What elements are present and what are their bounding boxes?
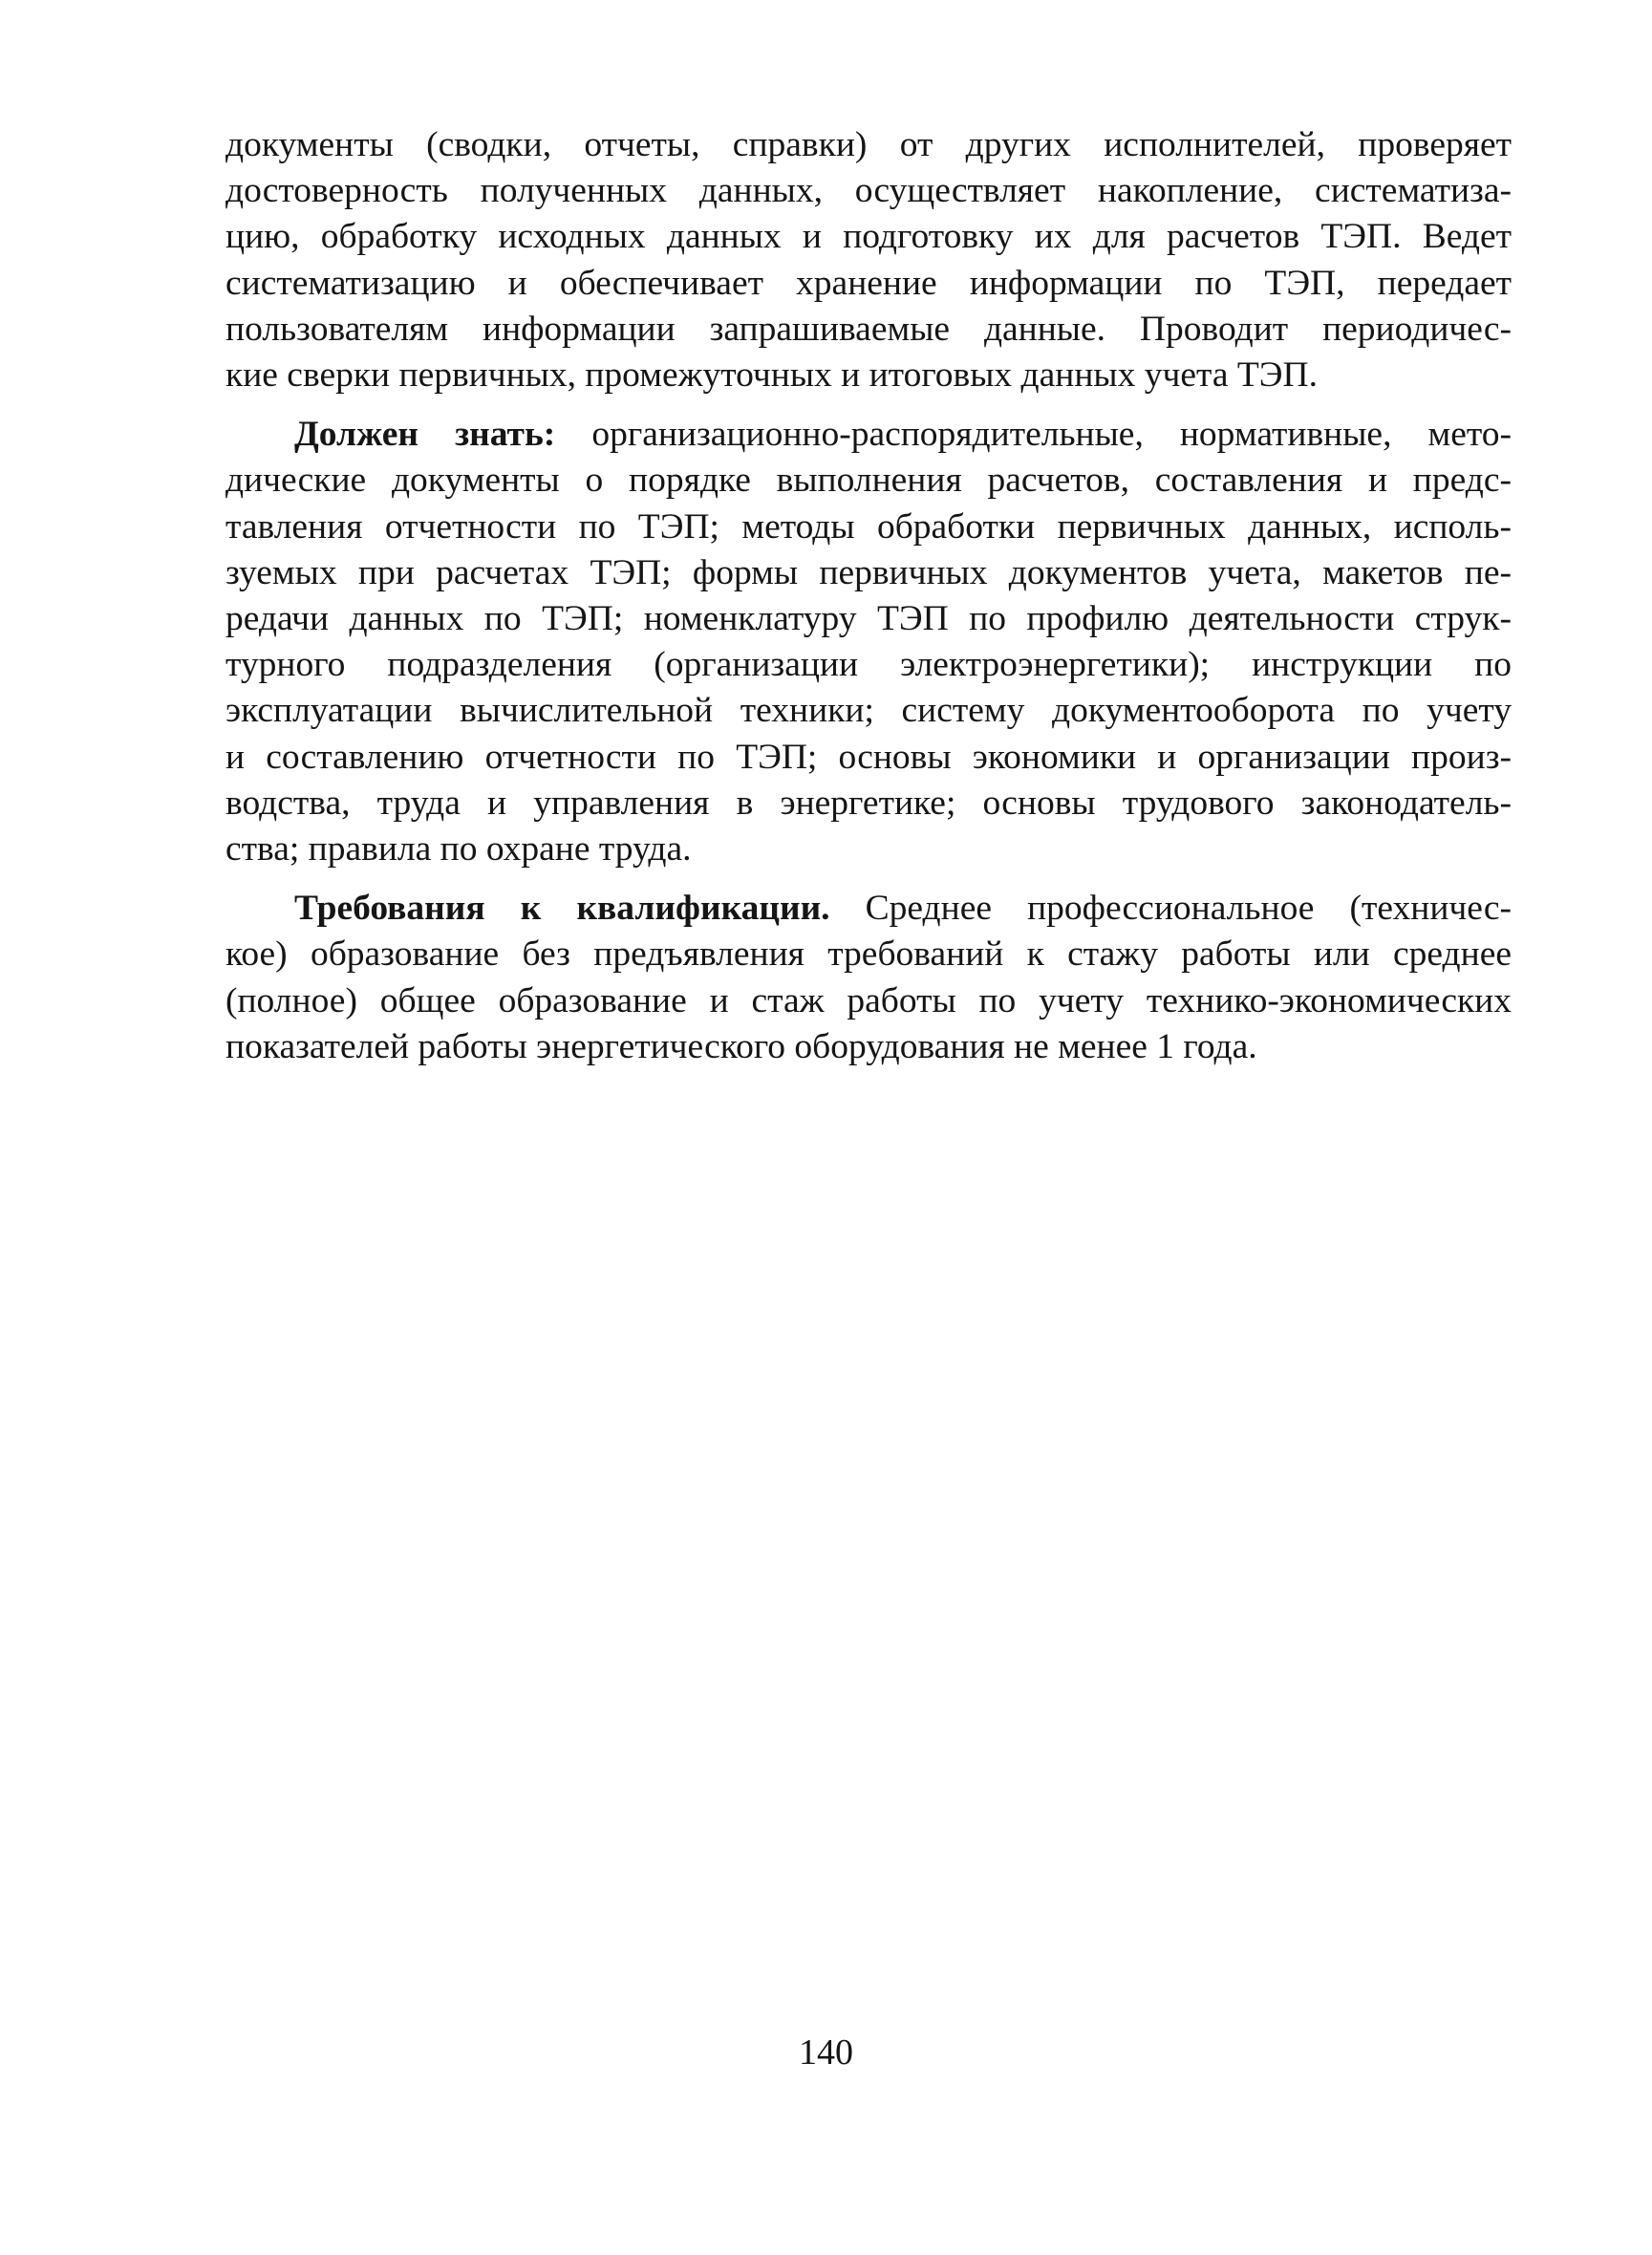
- text-line: турного подразделения (организации электроэнергетики); инструкции по: [225, 645, 1512, 685]
- text-run: организационно-распорядительные, нормативные, мето-: [555, 415, 1512, 455]
- text-line: эксплуатации вычислительной техники; систему документооборота по учету: [225, 691, 1512, 731]
- text-line: зуемых при расчетах ТЭП; формы первичных документов учета, макетов пе-: [225, 552, 1512, 592]
- paragraph-qualification-requirements: [225, 886, 1512, 1070]
- text-line: тавления отчетности по ТЭП; методы обработки первичных данных, исполь-: [225, 506, 1512, 547]
- paragraph-duties-continuation: [225, 122, 1512, 398]
- text-line: (полное) общее образование и стаж работы по учету технико-экономических: [225, 980, 1512, 1020]
- text-line: цию, обработку исходных данных и подготовку их для расчетов ТЭП. Ведет: [225, 217, 1512, 257]
- text-line: кие сверки первичных, промежуточных и итоговых данных учета ТЭП.: [225, 355, 1318, 396]
- text-line: кое) образование без предъявления требований к стажу работы или среднее: [225, 934, 1512, 975]
- paragraph-label: Требования к квалификации.: [294, 889, 830, 929]
- text-line: пользователям информации запрашиваемые данные. Проводит периодичес-: [225, 309, 1512, 349]
- text-line: ства; правила по охране труда.: [225, 829, 692, 870]
- text-line: достоверность полученных данных, осуществляет накопление, систематиза-: [225, 171, 1512, 211]
- paragraph-must-know: [225, 412, 1512, 872]
- text-line: систематизацию и обеспечивает хранение информации по ТЭП, передает: [225, 263, 1512, 303]
- paragraph-label: Должен знать:: [294, 415, 556, 455]
- text-line: показателей работы энергетического оборудования не менее 1 года.: [225, 1026, 1257, 1066]
- page-body: [225, 122, 1512, 1070]
- text-run: Среднее профессиональное (техничес-: [829, 889, 1512, 929]
- text-line: документы (сводки, отчеты, справки) от других исполнителей, проверяет: [225, 125, 1512, 164]
- text-line-first: [225, 412, 1512, 458]
- page-number: 140: [799, 2032, 853, 2072]
- text-line: водства, труда и управления в энергетике; основы трудового законодатель-: [225, 783, 1512, 823]
- text-line: и составлению отчетности по ТЭП; основы экономики и организации произ-: [225, 737, 1512, 777]
- text-line-first: [225, 886, 1512, 932]
- text-line: дические документы о порядке выполнения расчетов, составления и предс-: [225, 461, 1512, 501]
- text-line: редачи данных по ТЭП; номенклатуру ТЭП по профилю деятельности струк-: [225, 599, 1512, 639]
